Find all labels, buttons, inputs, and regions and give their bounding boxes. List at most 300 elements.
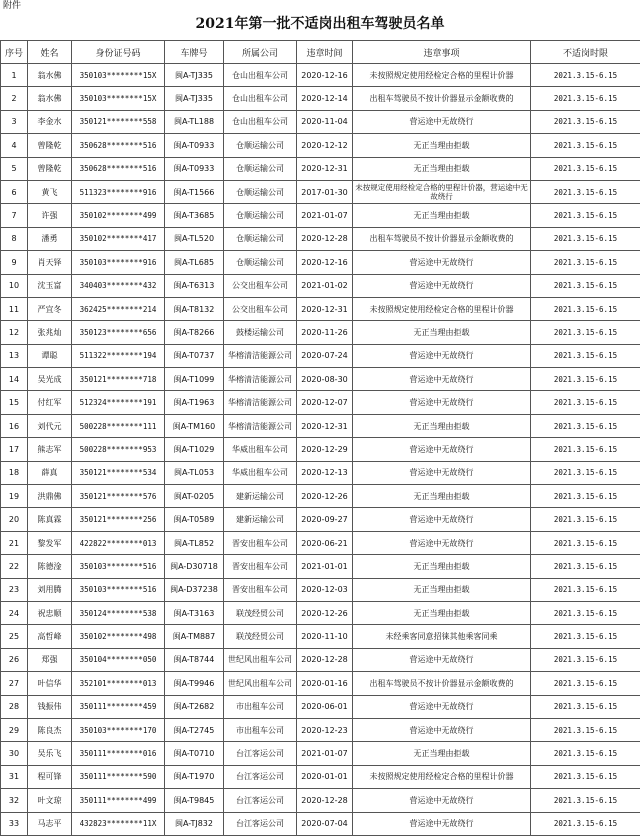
table-row [1,485,640,508]
col-header-id-number: 身份证号码 [72,41,165,64]
cell-violation-date: 2020-12-16 [297,64,353,87]
cell-index: 17 [1,438,28,461]
table-row [1,672,640,695]
cell-index: 33 [1,812,28,835]
cell-plate: 闽A-T6313 [165,274,224,297]
cell-index: 4 [1,134,28,157]
cell-violation-date: 2020-09-27 [297,508,353,531]
cell-violation-date: 2021-01-02 [297,274,353,297]
cell-plate: 闽A-TM887 [165,625,224,648]
cell-period: 2021.3.15-6.15 [531,555,640,578]
cell-name: 张兆灿 [28,321,72,344]
cell-index: 31 [1,765,28,788]
cell-violation: 营运途中无故绕行 [353,110,531,133]
cell-id-number: 350123********656 [72,321,165,344]
cell-id-number: 350104********050 [72,648,165,671]
cell-company: 仓顺运输公司 [224,134,297,157]
cell-plate: 闽A-T1963 [165,391,224,414]
cell-index: 14 [1,368,28,391]
cell-period: 2021.3.15-6.15 [531,812,640,835]
cell-company: 联茂经贸公司 [224,625,297,648]
cell-company: 台江客运公司 [224,742,297,765]
table-row [1,625,640,648]
cell-violation-date: 2020-12-31 [297,297,353,320]
cell-period: 2021.3.15-6.15 [531,227,640,250]
cell-index: 6 [1,180,28,203]
cell-violation: 营运途中无故绕行 [353,812,531,835]
cell-index: 16 [1,414,28,437]
cell-id-number: 350121********558 [72,110,165,133]
cell-id-number: 422822********013 [72,531,165,554]
cell-id-number: 362425********214 [72,297,165,320]
table-row [1,531,640,554]
cell-id-number: 350103********916 [72,251,165,274]
driver-table [0,40,640,836]
cell-plate: 闽A-T8132 [165,297,224,320]
cell-plate: 闽A-T9845 [165,789,224,812]
cell-plate: 闽A-D30718 [165,555,224,578]
cell-plate: 闽A-T0933 [165,157,224,180]
cell-violation-date: 2020-06-01 [297,695,353,718]
cell-plate: 闽A-TL852 [165,531,224,554]
col-header-violation-date: 违章时间 [297,41,353,64]
cell-period: 2021.3.15-6.15 [531,321,640,344]
cell-company: 公交出租车公司 [224,297,297,320]
cell-violation: 无正当理由拒载 [353,134,531,157]
cell-plate: 闽A-TJ335 [165,87,224,110]
cell-plate: 闽A-T1970 [165,765,224,788]
cell-plate: 闽A-TJ832 [165,812,224,835]
table-row [1,414,640,437]
cell-name: 曾隆乾 [28,157,72,180]
cell-period: 2021.3.15-6.15 [531,765,640,788]
table-row [1,321,640,344]
cell-violation: 无正当理由拒载 [353,485,531,508]
cell-violation: 营运途中无故绕行 [353,695,531,718]
cell-name: 肖天铎 [28,251,72,274]
cell-violation: 营运途中无故绕行 [353,251,531,274]
cell-company: 华榕清洁能源公司 [224,344,297,367]
cell-violation-date: 2020-12-16 [297,251,353,274]
cell-violation-date: 2020-12-13 [297,461,353,484]
cell-company: 华榕清洁能源公司 [224,368,297,391]
cell-company: 仓顺运输公司 [224,204,297,227]
cell-company: 仓顺运输公司 [224,251,297,274]
cell-index: 18 [1,461,28,484]
cell-violation-date: 2020-12-31 [297,157,353,180]
cell-name: 黄飞 [28,180,72,203]
cell-plate: 闽A-T1099 [165,368,224,391]
cell-plate: 闽AT-0205 [165,485,224,508]
cell-violation-date: 2020-12-28 [297,227,353,250]
cell-name: 洪鼎佛 [28,485,72,508]
cell-violation: 营运途中无故绕行 [353,508,531,531]
cell-violation: 营运途中无故绕行 [353,344,531,367]
cell-id-number: 350628********516 [72,134,165,157]
cell-index: 3 [1,110,28,133]
cell-id-number: 350111********016 [72,742,165,765]
table-row [1,508,640,531]
cell-name: 祝忠顺 [28,601,72,624]
cell-company: 华榕清洁能源公司 [224,391,297,414]
table-row [1,742,640,765]
cell-violation: 无正当理由拒载 [353,555,531,578]
cell-company: 市出租车公司 [224,718,297,741]
table-row [1,765,640,788]
cell-violation: 无正当理由拒载 [353,157,531,180]
cell-id-number: 340403********432 [72,274,165,297]
cell-plate: 闽A-T3163 [165,601,224,624]
cell-violation-date: 2020-12-26 [297,485,353,508]
cell-name: 程可锋 [28,765,72,788]
cell-index: 23 [1,578,28,601]
cell-index: 22 [1,555,28,578]
cell-id-number: 511323********916 [72,180,165,203]
cell-id-number: 500228********111 [72,414,165,437]
cell-index: 27 [1,672,28,695]
cell-violation-date: 2020-07-04 [297,812,353,835]
cell-violation: 无正当理由拒载 [353,321,531,344]
table-row [1,274,640,297]
table-row [1,64,640,87]
cell-period: 2021.3.15-6.15 [531,695,640,718]
cell-id-number: 350103********516 [72,555,165,578]
cell-name: 陈德淦 [28,555,72,578]
cell-index: 1 [1,64,28,87]
cell-violation: 营运途中无故绕行 [353,648,531,671]
cell-plate: 闽A-T2682 [165,695,224,718]
cell-index: 15 [1,391,28,414]
cell-violation: 营运途中无故绕行 [353,461,531,484]
cell-violation-date: 2021-01-07 [297,204,353,227]
cell-period: 2021.3.15-6.15 [531,110,640,133]
cell-violation: 出租车驾驶员不按计价器显示金额收费的 [353,672,531,695]
cell-violation: 未按照规定使用经检定合格的里程计价器 [353,765,531,788]
cell-company: 建新运输公司 [224,508,297,531]
cell-plate: 闽A-T8744 [165,648,224,671]
cell-plate: 闽A-T0933 [165,134,224,157]
cell-company: 联茂经贸公司 [224,601,297,624]
col-header-name: 姓名 [28,41,72,64]
cell-id-number: 350121********718 [72,368,165,391]
cell-index: 13 [1,344,28,367]
cell-index: 8 [1,227,28,250]
cell-company: 仓山出租车公司 [224,110,297,133]
cell-violation: 无正当理由拒载 [353,578,531,601]
cell-period: 2021.3.15-6.15 [531,531,640,554]
attachment-label: 附件 [3,1,22,11]
cell-name: 马志平 [28,812,72,835]
cell-name: 郑强 [28,648,72,671]
page-title: 2021年第一批不适岗出租车驾驶员名单 [195,16,445,32]
cell-period: 2021.3.15-6.15 [531,274,640,297]
cell-violation: 无正当理由拒载 [353,601,531,624]
cell-index: 29 [1,718,28,741]
cell-plate: 闽A-TJ335 [165,64,224,87]
cell-period: 2021.3.15-6.15 [531,438,640,461]
cell-period: 2021.3.15-6.15 [531,672,640,695]
cell-name: 钱振伟 [28,695,72,718]
cell-plate: 闽A-T8266 [165,321,224,344]
col-header-company: 所属公司 [224,41,297,64]
cell-index: 12 [1,321,28,344]
table-row [1,204,640,227]
cell-company: 仓顺运输公司 [224,180,297,203]
cell-plate: 闽A-TL053 [165,461,224,484]
cell-violation: 未按照规定使用经检定合格的里程计价器 [353,64,531,87]
cell-company: 仓顺运输公司 [224,227,297,250]
cell-period: 2021.3.15-6.15 [531,718,640,741]
cell-plate: 闽A-T0710 [165,742,224,765]
table-row [1,251,640,274]
cell-period: 2021.3.15-6.15 [531,625,640,648]
cell-company: 华榕清洁能源公司 [224,414,297,437]
table-row [1,134,640,157]
cell-id-number: 350124********538 [72,601,165,624]
cell-company: 鼓楼运输公司 [224,321,297,344]
cell-violation-date: 2017-01-30 [297,180,353,203]
cell-name: 沈玉富 [28,274,72,297]
cell-violation: 未经乘客同意招徕其他乘客同乘 [353,625,531,648]
table-row [1,297,640,320]
cell-period: 2021.3.15-6.15 [531,180,640,203]
cell-period: 2021.3.15-6.15 [531,204,640,227]
cell-id-number: 350102********499 [72,204,165,227]
cell-index: 26 [1,648,28,671]
cell-id-number: 350103********15X [72,64,165,87]
cell-violation: 无正当理由拒载 [353,204,531,227]
cell-index: 25 [1,625,28,648]
cell-company: 仓山出租车公司 [224,64,297,87]
cell-company: 公交出租车公司 [224,274,297,297]
cell-id-number: 512324********191 [72,391,165,414]
table-row [1,461,640,484]
cell-name: 叶信华 [28,672,72,695]
cell-company: 建新运输公司 [224,485,297,508]
table-row [1,718,640,741]
cell-id-number: 511322********194 [72,344,165,367]
cell-company: 晋安出租车公司 [224,531,297,554]
cell-violation: 未按规定使用经检定合格的里程计价器，营运途中无故绕行 [353,180,531,203]
cell-company: 市出租车公司 [224,695,297,718]
cell-id-number: 350103********516 [72,578,165,601]
cell-period: 2021.3.15-6.15 [531,344,640,367]
cell-company: 华威出租车公司 [224,438,297,461]
cell-period: 2021.3.15-6.15 [531,64,640,87]
cell-violation-date: 2020-11-26 [297,321,353,344]
cell-period: 2021.3.15-6.15 [531,578,640,601]
cell-id-number: 350102********417 [72,227,165,250]
cell-name: 谭聪 [28,344,72,367]
cell-period: 2021.3.15-6.15 [531,601,640,624]
cell-index: 11 [1,297,28,320]
cell-company: 仓顺运输公司 [224,157,297,180]
table-row [1,438,640,461]
cell-name: 严宜冬 [28,297,72,320]
cell-violation-date: 2021-01-07 [297,742,353,765]
cell-plate: 闽A-T0737 [165,344,224,367]
cell-company: 台江客运公司 [224,812,297,835]
cell-period: 2021.3.15-6.15 [531,508,640,531]
cell-name: 刘代元 [28,414,72,437]
cell-id-number: 432823********11X [72,812,165,835]
cell-id-number: 350111********590 [72,765,165,788]
cell-violation-date: 2020-01-16 [297,672,353,695]
cell-id-number: 350102********498 [72,625,165,648]
cell-plate: 闽A-TM160 [165,414,224,437]
cell-name: 翁水佛 [28,87,72,110]
cell-violation-date: 2020-12-28 [297,789,353,812]
cell-company: 晋安出租车公司 [224,578,297,601]
cell-violation-date: 2020-12-28 [297,648,353,671]
table-row [1,578,640,601]
cell-name: 吴乐飞 [28,742,72,765]
cell-violation: 无正当理由拒载 [353,742,531,765]
cell-index: 2 [1,87,28,110]
cell-plate: 闽A-TL188 [165,110,224,133]
cell-company: 台江客运公司 [224,789,297,812]
cell-id-number: 350103********15X [72,87,165,110]
cell-id-number: 500228********953 [72,438,165,461]
cell-company: 晋安出租车公司 [224,555,297,578]
cell-company: 台江客运公司 [224,765,297,788]
cell-index: 19 [1,485,28,508]
cell-id-number: 350103********170 [72,718,165,741]
cell-violation-date: 2020-12-26 [297,601,353,624]
cell-index: 24 [1,601,28,624]
cell-violation: 营运途中无故绕行 [353,438,531,461]
cell-violation-date: 2020-08-30 [297,368,353,391]
cell-plate: 闽A-TL520 [165,227,224,250]
cell-violation-date: 2020-11-04 [297,110,353,133]
cell-id-number: 350121********534 [72,461,165,484]
cell-name: 翁水佛 [28,64,72,87]
cell-index: 5 [1,157,28,180]
cell-period: 2021.3.15-6.15 [531,742,640,765]
cell-violation: 出租车驾驶员不按计价器显示金额收费的 [353,87,531,110]
cell-name: 潘勇 [28,227,72,250]
cell-period: 2021.3.15-6.15 [531,297,640,320]
cell-violation-date: 2020-12-12 [297,134,353,157]
table-row [1,601,640,624]
cell-index: 21 [1,531,28,554]
cell-period: 2021.3.15-6.15 [531,87,640,110]
cell-violation: 营运途中无故绕行 [353,368,531,391]
cell-violation-date: 2020-07-24 [297,344,353,367]
table-row [1,695,640,718]
cell-index: 10 [1,274,28,297]
cell-company: 世纪风出租车公司 [224,648,297,671]
table-row [1,812,640,835]
cell-violation: 营运途中无故绕行 [353,531,531,554]
cell-violation: 营运途中无故绕行 [353,391,531,414]
cell-period: 2021.3.15-6.15 [531,368,640,391]
cell-index: 30 [1,742,28,765]
table-row [1,227,640,250]
cell-name: 付红军 [28,391,72,414]
cell-period: 2021.3.15-6.15 [531,789,640,812]
col-header-violation: 违章事项 [353,41,531,64]
cell-violation: 未按照规定使用经检定合格的里程计价器 [353,297,531,320]
cell-plate: 闽A-TL685 [165,251,224,274]
cell-violation-date: 2020-06-21 [297,531,353,554]
cell-violation: 营运途中无故绕行 [353,274,531,297]
cell-id-number: 350111********459 [72,695,165,718]
cell-violation-date: 2020-12-03 [297,578,353,601]
cell-name: 叶文琼 [28,789,72,812]
cell-name: 陈良杰 [28,718,72,741]
col-header-plate: 车牌号 [165,41,224,64]
cell-id-number: 350111********499 [72,789,165,812]
table-row [1,180,640,203]
cell-period: 2021.3.15-6.15 [531,414,640,437]
cell-violation-date: 2020-12-23 [297,718,353,741]
cell-id-number: 350628********516 [72,157,165,180]
table-header-row [1,41,640,64]
cell-name: 刘用腾 [28,578,72,601]
table-body [1,64,640,836]
cell-period: 2021.3.15-6.15 [531,251,640,274]
cell-company: 仓山出租车公司 [224,87,297,110]
cell-company: 华威出租车公司 [224,461,297,484]
cell-violation-date: 2020-01-01 [297,765,353,788]
cell-plate: 闽A-T9946 [165,672,224,695]
cell-plate: 闽A-T3685 [165,204,224,227]
cell-violation-date: 2020-12-29 [297,438,353,461]
cell-period: 2021.3.15-6.15 [531,461,640,484]
cell-plate: 闽A-T0589 [165,508,224,531]
cell-period: 2021.3.15-6.15 [531,391,640,414]
cell-name: 曾隆乾 [28,134,72,157]
cell-violation-date: 2021-01-01 [297,555,353,578]
cell-violation-date: 2020-12-14 [297,87,353,110]
table-row [1,391,640,414]
table-row [1,368,640,391]
cell-index: 9 [1,251,28,274]
table-row [1,555,640,578]
cell-period: 2021.3.15-6.15 [531,134,640,157]
cell-index: 20 [1,508,28,531]
table-row [1,648,640,671]
cell-id-number: 350121********576 [72,485,165,508]
cell-name: 薛真 [28,461,72,484]
table-row [1,110,640,133]
cell-name: 高哲峰 [28,625,72,648]
cell-violation: 营运途中无故绕行 [353,718,531,741]
cell-index: 32 [1,789,28,812]
cell-company: 世纪风出租车公司 [224,672,297,695]
cell-period: 2021.3.15-6.15 [531,485,640,508]
cell-index: 28 [1,695,28,718]
cell-period: 2021.3.15-6.15 [531,157,640,180]
cell-plate: 闽A-D37238 [165,578,224,601]
cell-name: 熊志军 [28,438,72,461]
cell-name: 许强 [28,204,72,227]
table-row [1,87,640,110]
cell-plate: 闽A-T2745 [165,718,224,741]
cell-violation: 营运途中无故绕行 [353,789,531,812]
cell-plate: 闽A-T1566 [165,180,224,203]
table-row [1,344,640,367]
cell-violation-date: 2020-12-07 [297,391,353,414]
cell-period: 2021.3.15-6.15 [531,648,640,671]
cell-violation: 无正当理由拒载 [353,414,531,437]
table-row [1,157,640,180]
cell-violation-date: 2020-12-31 [297,414,353,437]
cell-plate: 闽A-T1029 [165,438,224,461]
cell-id-number: 352101********013 [72,672,165,695]
cell-name: 吴光成 [28,368,72,391]
